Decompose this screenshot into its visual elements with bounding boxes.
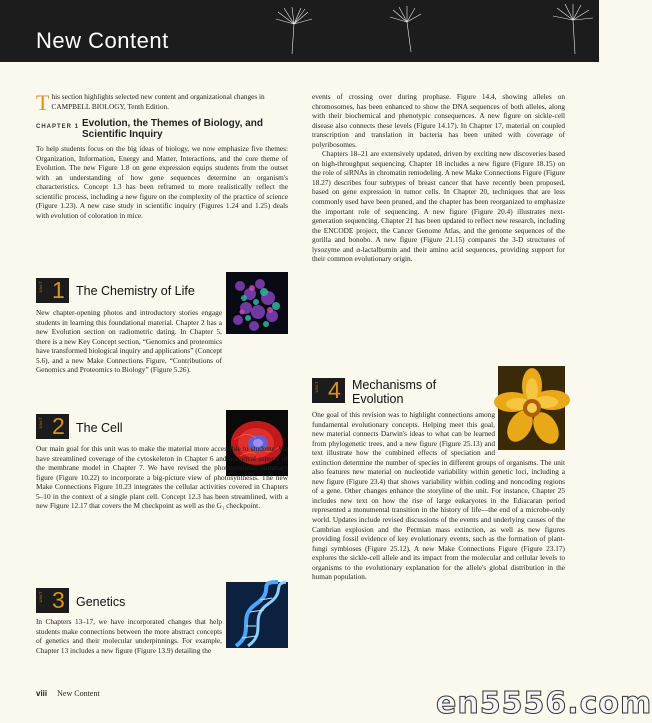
unit-number: 1 bbox=[52, 277, 65, 303]
unit2-body bbox=[36, 444, 288, 511]
dropcap: T bbox=[36, 90, 50, 115]
watermark: en5556.com bbox=[436, 686, 652, 721]
unit3-text: In Chapters 13–17, we have incorporated changes that help students make connections between the more abstract concepts of genetics and their molecular underpinnings. For example, Chapter 13 includes a new figure (Figure 13.9) detailing the bbox=[36, 617, 222, 655]
unit-title: The Chemistry of Life bbox=[76, 284, 195, 298]
intro-paragraph bbox=[36, 92, 288, 113]
unit-word: UNIT bbox=[38, 417, 43, 429]
unit-title: Genetics bbox=[76, 595, 126, 609]
unit-title: The Cell bbox=[76, 421, 123, 435]
page-number: viii bbox=[36, 689, 48, 698]
dandelion-seed-icon bbox=[549, 4, 597, 56]
float-spacer bbox=[495, 410, 565, 450]
unit4-body bbox=[312, 410, 565, 582]
chapter1-body: To help students focus on the big ideas of biology, we now emphasize five themes: Organization, Information, Energy and Matter, Interactions, and the core theme of Evolution. The new Figure 1.8 on gene expression equips students from the outset with an understanding of how gene sequences determine an organism's characteristics. Concept 1.3 has been reframed to more realistically reflect the scientific process, including a new figure on the complexity of the practice of science (Figure 1.23). A new case study in scientific inquiry (Figures 1.24 and 1.25) deals with evolution of coloration in mice. bbox=[36, 144, 288, 220]
right-column-text bbox=[312, 92, 565, 264]
page-title: New Content bbox=[36, 28, 169, 53]
unit-badge bbox=[36, 414, 69, 439]
chapter-title: Evolution, the Themes of Biology, and Scientific Inquiry bbox=[82, 118, 263, 140]
unit1-text: New chapter-opening photos and introductory stories engage students in learning this foundational material. Chapter 2 has a new Evolution section on radiometric dating. In Chapter 5, there is a new Key Concept section, “Genomics and proteomics have transformed biological inquiry and applications” (Concept 5.6), and a new Make Connections Figure, “Contributions of Genomics and Proteomics to Biology” (Figure 5.26). bbox=[36, 308, 223, 375]
unit-word: UNIT bbox=[38, 591, 43, 603]
unit-number: 3 bbox=[52, 587, 65, 613]
unit3-body bbox=[36, 617, 222, 655]
unit-number: 2 bbox=[52, 413, 65, 439]
dandelion-seed-icon bbox=[272, 6, 322, 58]
unit-word: UNIT bbox=[314, 381, 319, 393]
running-title: New Content bbox=[57, 689, 100, 698]
page-header bbox=[0, 0, 599, 62]
unit4-text: One goal of this revision was to highlight connections among fundamental evolutionary concepts. Helping meet this goal, new material connects Darwin's ideas to what can be learned from phylogenetic trees, and a new figure (Figure 25.13) and text illustrate how the combined effects of speciation and extinction determine the number of species in different groups of organisms. The unit also features new material on nucleotide variability within genetic loci, including a new figure (Figure 23.4) that shows variability within coding and noncoding regions of a gene. Other changes enhance the storyline of the unit. For instance, Chapter 25 includes new text on how the rise of large eukaryotes in the Ediacaran period represented a monumental transition in the history of life—the end of a microbe-only world. Updates include revised discussions of the events and underlying causes of the Cambrian explosion and the Permian mass extinction, as well as new figures providing fossil evidence of key evolutionary events, such as the formation of plant-fungi symbioses (Figure 25.12). A new Make Connections Figure (Figure 23.17) explores the sickle-cell allele and its impact from the molecular and cellular levels to organisms to the evolutionary explanation for the allele's global distribution in the human population. bbox=[312, 410, 565, 582]
unit1-body bbox=[36, 308, 222, 375]
unit2-text: Our main goal for this unit was to make the material more accessible to students. We have streamlined coverage of the cytoskeleton in Chapter 6 and historical aspects of the membrane model in Chapter 7. We have revised the photosynthesis summary figure (Figure 10.22) to incorporate a big-picture view of photosynthesis. The new Make Connections Figure 10.23 integrates the cellular activities covered in Chapters 5–10 in the context of a single plant cell. Concept 12.3 has been streamlined, with a new Figure 12.17 that covers the M checkpoint as well as the G₁ checkpoint. bbox=[36, 444, 288, 511]
paragraph: events of crossing over during prophase. Figure 14.4, showing alleles on chromosomes, has been enhanced to show the DNA sequences of both alleles, along with their biochemical and phenotypic consequences. A new figure on sickle-cell disease also connects these levels (Figure 14.17). In Chapter 17, material on coupled transcription and translation in bacteria has been united with coverage of polyribosomes. bbox=[312, 92, 565, 149]
unit-badge bbox=[36, 588, 69, 613]
chapter-label: CHAPTER 1 bbox=[36, 124, 80, 130]
molecule-image bbox=[226, 272, 288, 334]
unit-number: 4 bbox=[328, 377, 341, 403]
unit-badge bbox=[36, 278, 69, 303]
paragraph: Chapters 18–21 are extensively updated, driven by exciting new discoveries based on high-throughput sequencing. Chapter 18 includes a new figure (Figure 18.15) on the role of siRNAs in chromatin remodeling. A new Make Connections Figure (Figure 18.27) describes four subtypes of breast cancer that have recently been proposed, based on gene expression in tumor cells. In Chapter 20, techniques that are less commonly used have been pruned, and the chapter has been reorganized to emphasize the important role of sequencing. A new figure (Figure 20.4) illustrates next-generation sequencing. Chapter 21 has been updated to reflect new research, including the ENCODE project, the Cancer Genome Atlas, and the genome sequences of the gorilla and bonobo. A new figure (Figure 21.15) compares the 3-D structures of lysozyme and α-lactalbumin and their amino acid sequences, providing support for their common evolutionary origin. bbox=[312, 149, 565, 264]
page-footer bbox=[36, 689, 100, 698]
unit-title: Mechanisms of Evolution bbox=[352, 378, 437, 406]
unit-badge bbox=[312, 378, 345, 403]
dandelion-seed-icon bbox=[385, 6, 425, 56]
unit-word: UNIT bbox=[38, 281, 43, 293]
dna-helix-image bbox=[226, 582, 288, 648]
intro-text: his section highlights selected new content and organizational changes in CAMPBELL BIOLOGY, Tenth Edition. bbox=[51, 92, 265, 111]
